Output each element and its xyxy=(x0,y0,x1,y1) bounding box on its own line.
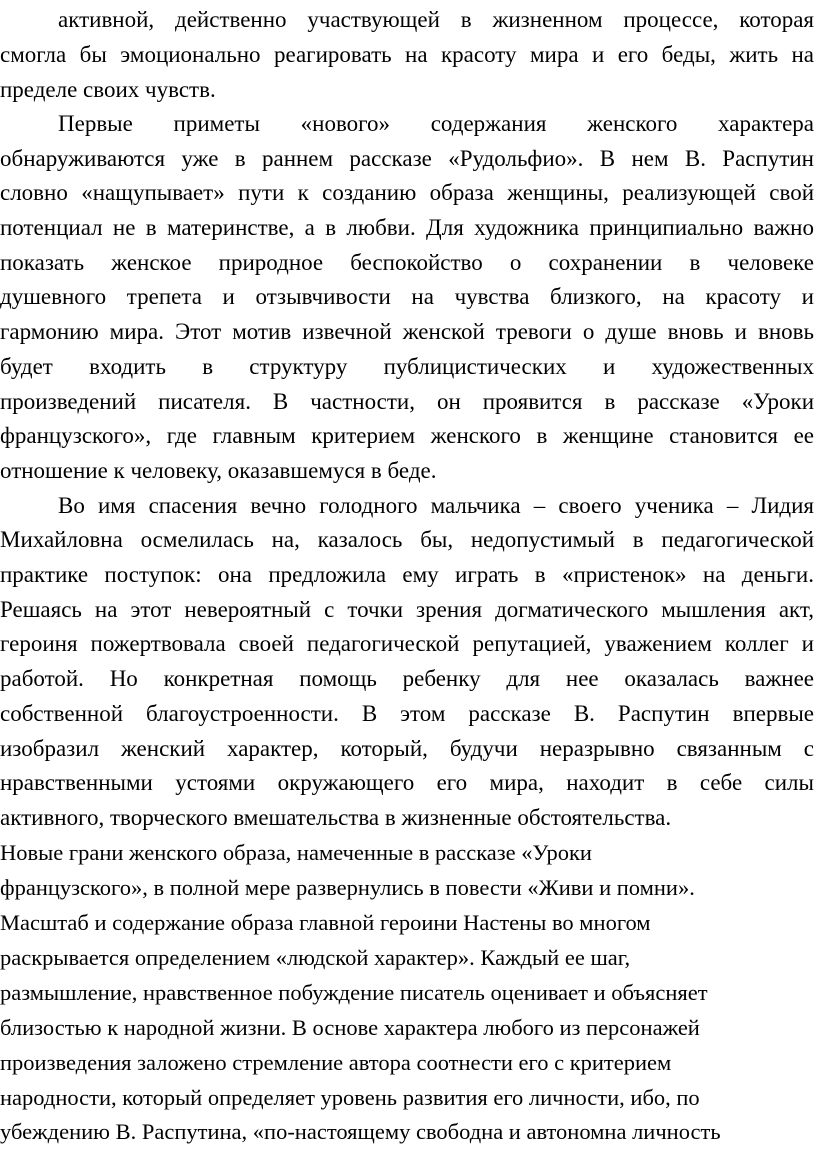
text-line: Решаясь на этот невероятный с точки зрения догматического мышления акт, xyxy=(0,597,814,622)
text-line: показать женское природное беспокойство о сохранении в человеке xyxy=(0,250,814,275)
text-line: произведений писателя. В частности, он проявится в рассказе «Уроки xyxy=(0,389,814,414)
text-line: работой. Но конкретная помощь ребенку для нее оказалась важнее xyxy=(0,666,814,691)
text-line: Во имя спасения вечно голодного мальчика – своего ученика – Лидия xyxy=(58,493,814,518)
text-line: французского», в полной мере развернулись в повести «Живи и помни». xyxy=(0,875,695,900)
text-line: изобразил женский характер, который, будучи неразрывно связанным с xyxy=(0,736,814,761)
text-line: практике поступок: она предложила ему играть в «пристенок» на деньги. xyxy=(0,562,814,587)
text-line: словно «нащупывает» пути к созданию образа женщины, реализующей свой xyxy=(0,180,814,205)
text-line: обнаруживаются уже в раннем рассказе «Рудольфио». В нем В. Распутин xyxy=(0,146,814,171)
text-line: потенциал не в материнстве, а в любви. Для художника принципиально важно xyxy=(0,215,814,240)
text-line: смогла бы эмоционально реагировать на красоту мира и его беды, жить на xyxy=(0,42,814,67)
text-line: активного, творческого вмешательства в жизненные обстоятельства. xyxy=(0,805,672,830)
text-line: Михайловна осмелилась на, казалось бы, недопустимый в педагогической xyxy=(0,527,814,552)
text-line: размышление, нравственное побуждение писатель оценивает и объясняет xyxy=(0,980,708,1005)
text-line: убеждению В. Распутина, «по-настоящему свободна и автономна личность xyxy=(0,1119,721,1144)
text-line: Новые грани женского образа, намеченные в рассказе «Уроки xyxy=(0,840,592,865)
text-line: Первые приметы «нового» содержания женского характера xyxy=(58,111,814,136)
text-line: раскрывается определением «людской характер». Каждый ее шаг, xyxy=(0,945,631,970)
text-line: народности, который определяет уровень развития его личности, ибо, по xyxy=(0,1085,700,1110)
text-line: будет входить в структуру публицистических и художественных xyxy=(0,354,814,379)
text-line: нравственными устоями окружающего его мира, находит в себе силы xyxy=(0,770,814,795)
text-line: активной, действенно участвующей в жизненном процессе, которая xyxy=(58,7,814,32)
text-line: пределе своих чувств. xyxy=(0,77,216,102)
text-line: гармонию мира. Этот мотив извечной женской тревоги о душе вновь и вновь xyxy=(0,319,814,344)
text-line: Масштаб и содержание образа главной героини Настены во многом xyxy=(0,910,651,935)
text-line: произведения заложено стремление автора соотнести его с критерием xyxy=(0,1050,672,1075)
text-line: собственной благоустроенности. В этом рассказе В. Распутин впервые xyxy=(0,701,814,726)
text-line: героиня пожертвовала своей педагогической репутацией, уважением коллег и xyxy=(0,631,814,656)
text-line: душевного трепета и отзывчивости на чувства близкого, на красоту и xyxy=(0,284,814,309)
text-line: близостью к народной жизни. В основе характера любого из персонажей xyxy=(0,1015,700,1040)
text-line: французского», где главным критерием женского в женщине становится ее xyxy=(0,423,814,448)
text-line: отношение к человеку, оказавшемуся в беде. xyxy=(0,458,437,483)
